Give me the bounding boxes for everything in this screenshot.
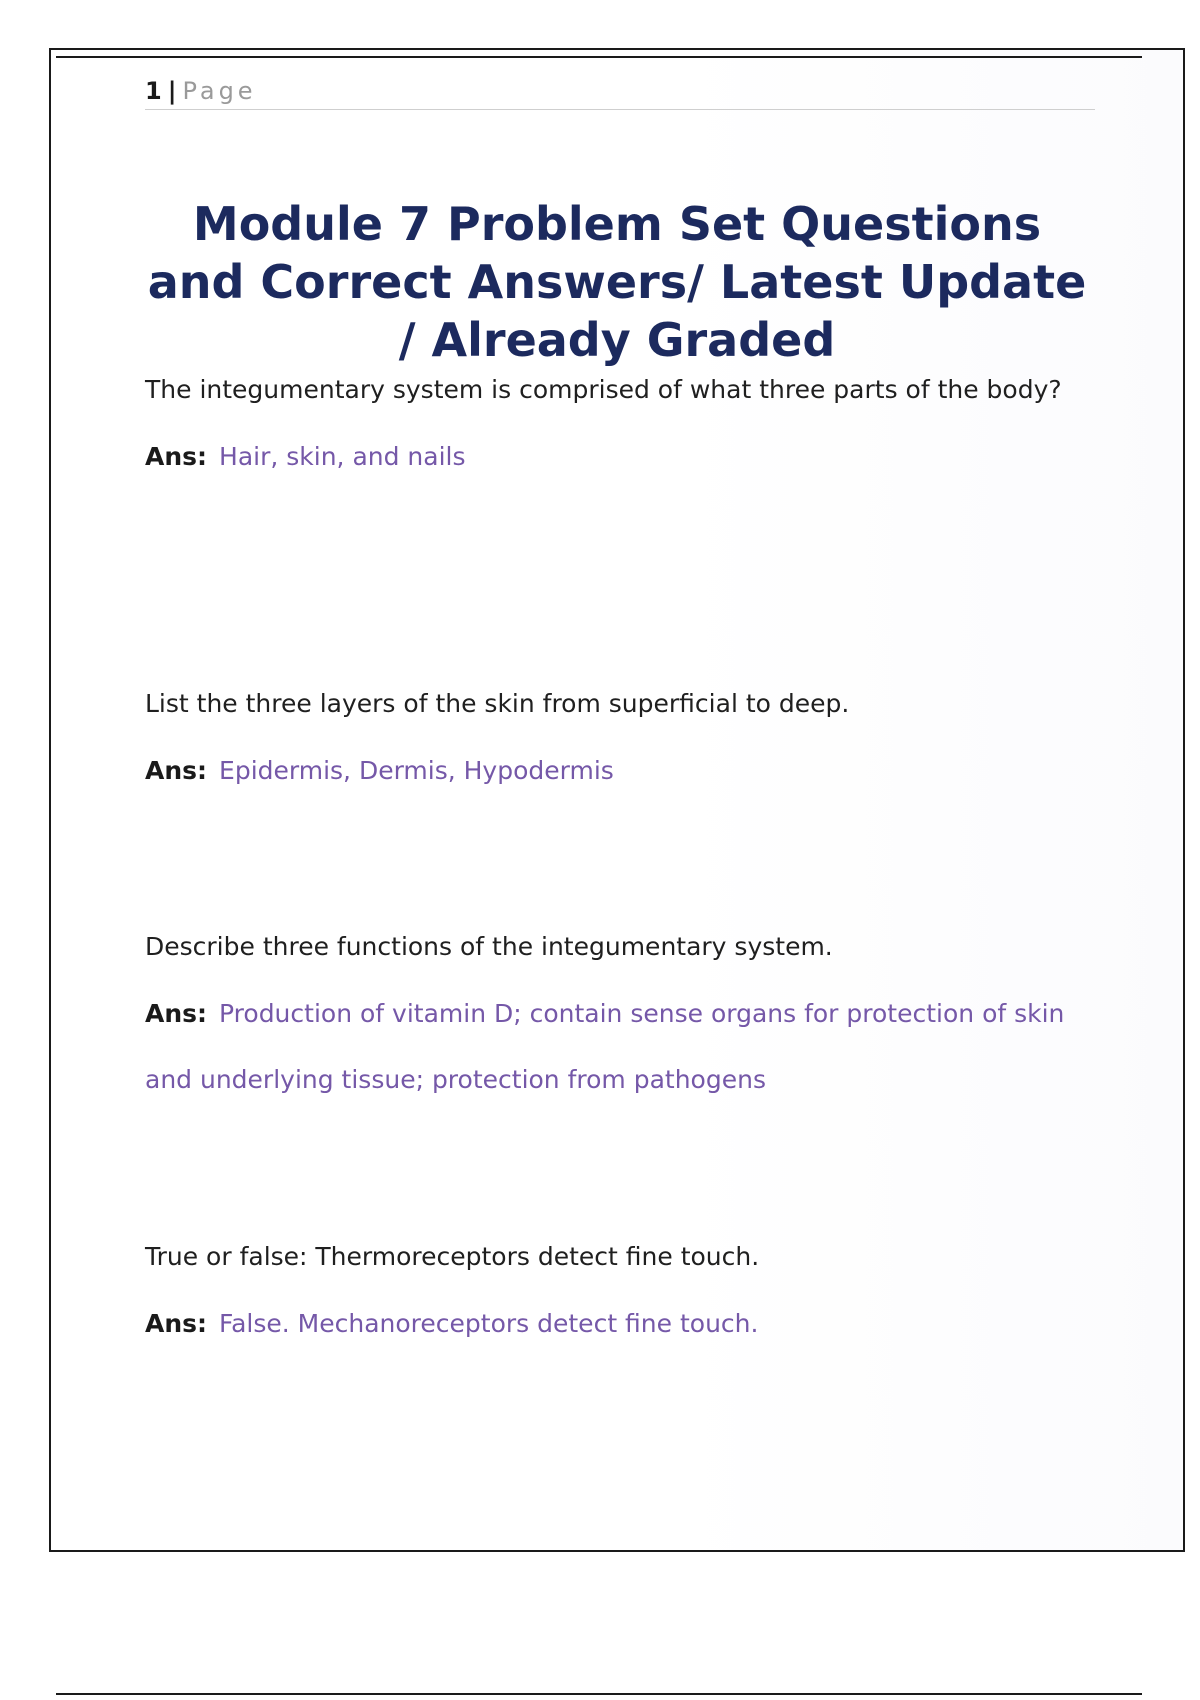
page-word: Page	[182, 77, 257, 105]
question-text: True or false: Thermoreceptors detect fine touch.	[145, 1242, 760, 1271]
document-title: Module 7 Problem Set Questions and Correct Answers/ Latest Update / Already Graded	[147, 197, 1087, 367]
bottom-rule	[56, 1693, 1142, 1695]
question-text: List the three layers of the skin from superficial to deep.	[145, 689, 850, 718]
answer-text: Epidermis, Dermis, Hypodermis	[219, 756, 614, 785]
answer-label: Ans:	[145, 1309, 208, 1338]
answer-line	[145, 424, 1085, 490]
answer-line	[145, 981, 1085, 1113]
qa-item-1	[145, 356, 1085, 490]
page-number: 1	[145, 77, 162, 105]
answer-label: Ans:	[145, 442, 208, 471]
answer-text: False. Mechanoreceptors detect fine touch.	[219, 1309, 759, 1338]
page-separator: |	[167, 77, 177, 105]
page-header	[145, 74, 1095, 110]
answer-line	[145, 1291, 1085, 1357]
qa-item-2	[145, 670, 1085, 804]
answer-label: Ans:	[145, 756, 208, 785]
qa-item-3	[145, 913, 1085, 1113]
answer-label: Ans:	[145, 999, 208, 1028]
qa-item-4	[145, 1223, 1085, 1357]
answer-line	[145, 738, 1085, 804]
answer-text: Production of vitamin D; contain sense organs for protection of skin and underlying tissue; protection from pathogens	[145, 999, 1065, 1094]
question-text: Describe three functions of the integumentary system.	[145, 932, 833, 961]
answer-text: Hair, skin, and nails	[219, 442, 466, 471]
question-text: The integumentary system is comprised of what three parts of the body?	[145, 375, 1062, 404]
top-rule	[56, 56, 1142, 58]
